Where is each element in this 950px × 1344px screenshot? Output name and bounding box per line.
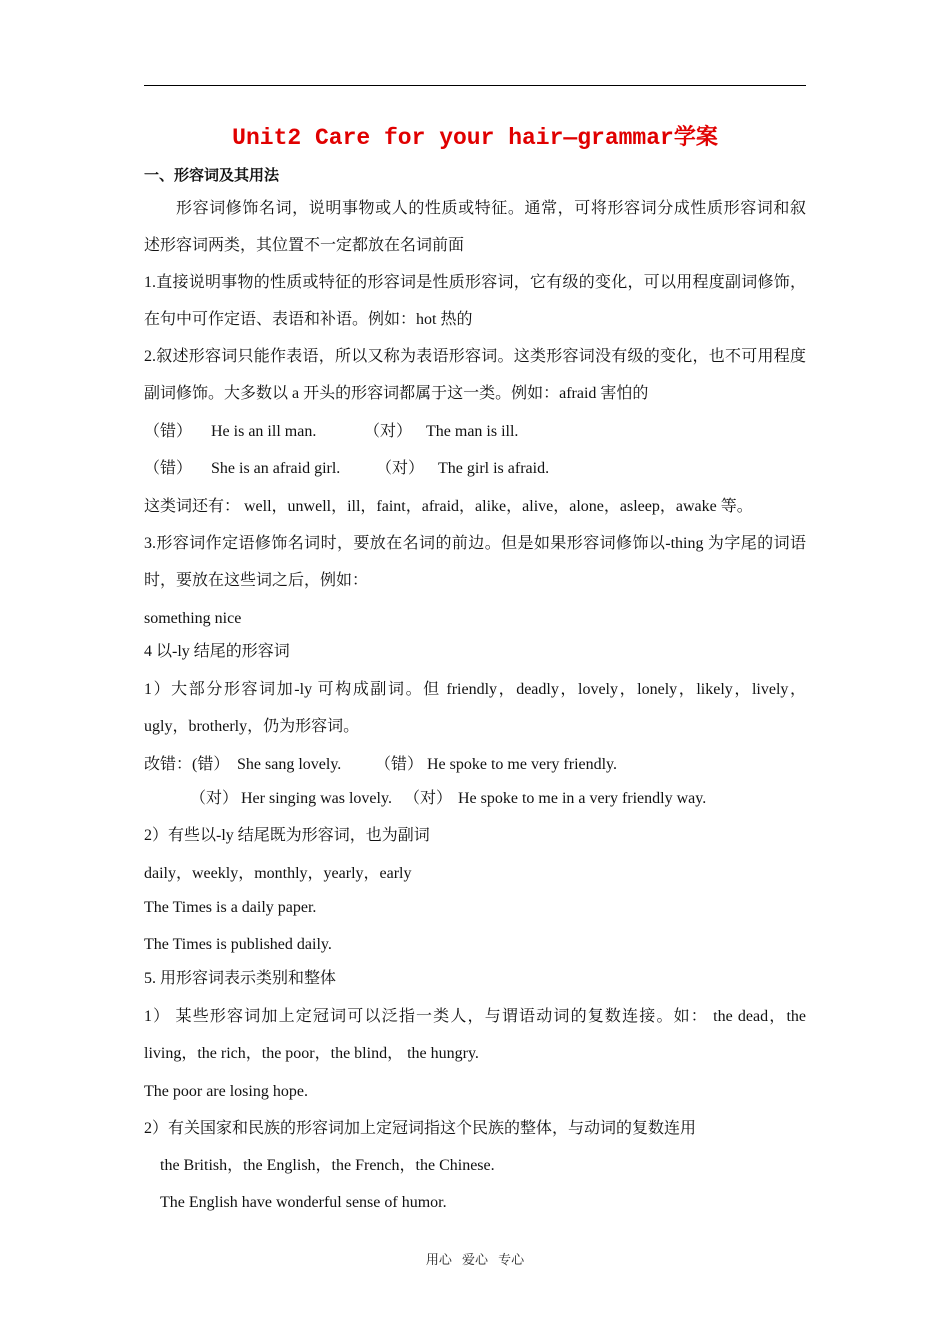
correction-label: 改错： <box>144 756 193 773</box>
point-5-1-line-1: 1） 某些形容词加上定冠词可以泛指一类人，与谓语动词的复数连接。如： the dead，the <box>144 1008 806 1025</box>
correction-wrong-1-tag: (错） <box>192 756 230 773</box>
point-5-1-line-2: living，the rich，the poor，the blind， the hungry. <box>144 1045 479 1062</box>
point-2-line-1: 2.叙述形容词只能作表语，所以又称为表语形容词。这类形容词没有级的变化，也不可用程度 <box>144 348 806 365</box>
point-4-heading: 4 以-ly 结尾的形容词 <box>144 643 290 660</box>
correction-wrong-2: He spoke to me very friendly. <box>427 756 618 773</box>
correction-right-2: He spoke to me in a very friendly way. <box>458 790 707 807</box>
page-title-en: Unit2 Care for your hair—grammar <box>232 125 674 151</box>
point-2-line-2: 副词修饰。大多数以 a 开头的形容词都属于这一类。例如：afraid 害怕的 <box>144 385 649 402</box>
page-title <box>0 120 950 151</box>
point-4-2-heading: 2）有些以-ly 结尾既为形容词，也为副词 <box>144 827 430 844</box>
point-5-2-heading: 2）有关国家和民族的形容词加上定冠词指这个民族的整体，与动词的复数连用 <box>144 1120 697 1137</box>
example-1-right: The man is ill. <box>426 423 519 440</box>
point-5-2-words: the British，the English，the French，the Chinese. <box>160 1157 495 1174</box>
intro-line-1: 形容词修饰名词，说明事物或人的性质或特征。通常，可将形容词分成性质形容词和叙 <box>176 200 806 217</box>
point-3-example: something nice <box>144 610 242 627</box>
point-4-1-line-2: ugly，brotherly，仍为形容词。 <box>144 718 360 735</box>
correction-right-1: Her singing was lovely. <box>241 790 392 807</box>
point-5-heading: 5. 用形容词表示类别和整体 <box>144 970 337 987</box>
point-4-1-line-1: 1）大部分形容词加-ly 可构成副词。但 friendly，deadly，lovely，lonely，likely，lively， <box>144 681 806 698</box>
point-4-2-example-2: The Times is published daily. <box>144 936 332 953</box>
example-1-wrong: He is an ill man. <box>211 423 317 440</box>
correction-right-2-tag: （对） <box>404 790 453 807</box>
example-2-wrong: She is an afraid girl. <box>211 460 341 477</box>
page-title-cn: 学案 <box>673 125 718 150</box>
point-3-line-2: 时，要放在这些词之后，例如： <box>144 572 369 589</box>
correction-wrong-1: She sang lovely. <box>237 756 342 773</box>
point-1-line-2: 在句中可作定语、表语和补语。例如：hot 热的 <box>144 311 473 328</box>
also-words: 这类词还有： well，unwell，ill，faint，afraid，alike，alive，alone，asleep，awake 等。 <box>144 498 753 515</box>
point-5-2-example: The English have wonderful sense of humor. <box>160 1194 447 1211</box>
header-rule <box>144 85 806 86</box>
intro-line-2: 述形容词两类，其位置不一定都放在名词前面 <box>144 237 465 254</box>
example-2-right: The girl is afraid. <box>438 460 550 477</box>
correction-wrong-2-tag: （错） <box>375 756 424 773</box>
point-1-line-1: 1.直接说明事物的性质或特征的形容词是性质形容词，它有级的变化，可以用程度副词修饰， <box>144 274 806 291</box>
section-heading: 一、形容词及其用法 <box>144 166 280 184</box>
page-footer: 用心 爱心 专心 <box>425 1253 525 1268</box>
example-1-right-tag: （对） <box>364 423 413 440</box>
point-4-2-example-1: The Times is a daily paper. <box>144 899 317 916</box>
example-1-wrong-tag: （错） <box>144 423 193 440</box>
example-2-right-tag: （对） <box>376 460 425 477</box>
point-4-2-words: daily，weekly，monthly，yearly，early <box>144 865 412 882</box>
correction-right-1-tag: （对） <box>190 790 239 807</box>
example-2-wrong-tag: （错） <box>144 460 193 477</box>
point-3-line-1: 3.形容词作定语修饰名词时，要放在名词的前边。但是如果形容词修饰以-thing 为字尾的词语 <box>144 535 806 552</box>
point-5-1-example: The poor are losing hope. <box>144 1083 308 1100</box>
